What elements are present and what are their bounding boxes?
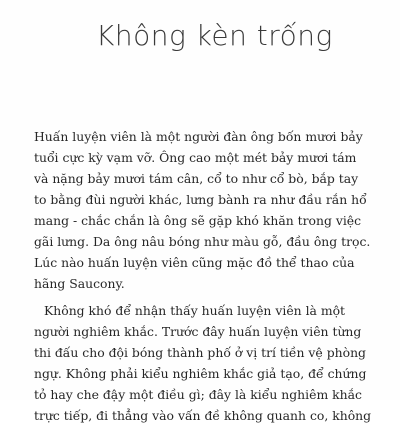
text-line: thi đấu cho đội bóng thành phố ở vị trí tiền vệ phòng bbox=[34, 345, 366, 360]
chapter-title: Không kèn trống bbox=[96, 19, 333, 52]
text-line: Không khó để nhận thấy huấn luyện viên là một bbox=[44, 303, 346, 318]
text-line: tỏ hay che đậy một điều gì; đây là kiểu nghiêm khắc bbox=[34, 387, 362, 402]
text-line: trực tiếp, đi thẳng vào vấn đề không quanh co, không bbox=[34, 408, 372, 423]
text-line: và nặng bảy mươi tám cân, cổ to như cổ bò, bắp tay bbox=[34, 171, 359, 186]
text-line: Lúc nào huấn luyện viên cũng mặc đồ thể thao của bbox=[34, 255, 355, 270]
paragraph-1 bbox=[34, 126, 386, 294]
text-line: hãng Saucony. bbox=[34, 276, 125, 291]
text-line: to bằng đùi người khác, lưng bành ra như đầu rắn hổ bbox=[34, 192, 367, 207]
paragraph-2 bbox=[34, 300, 386, 426]
text-line: người nghiêm khắc. Trước đây huấn luyện viên từng bbox=[34, 324, 362, 339]
text-line: Huấn luyện viên là một người đàn ông bốn mươi bảy bbox=[34, 129, 363, 144]
text-line: mang - chắc chắn là ông sẽ gặp khó khăn trong việc bbox=[34, 213, 362, 228]
text-line: gãi lưng. Da ông nâu bóng như màu gỗ, đầu ông trọc. bbox=[34, 234, 371, 249]
text-line: ngự. Không phải kiểu nghiêm khắc giả tạo, để chứng bbox=[34, 366, 367, 381]
text-line: tuổi cực kỳ vạm vỡ. Ông cao một mét bảy mươi tám bbox=[34, 150, 357, 165]
body-text bbox=[34, 126, 386, 426]
